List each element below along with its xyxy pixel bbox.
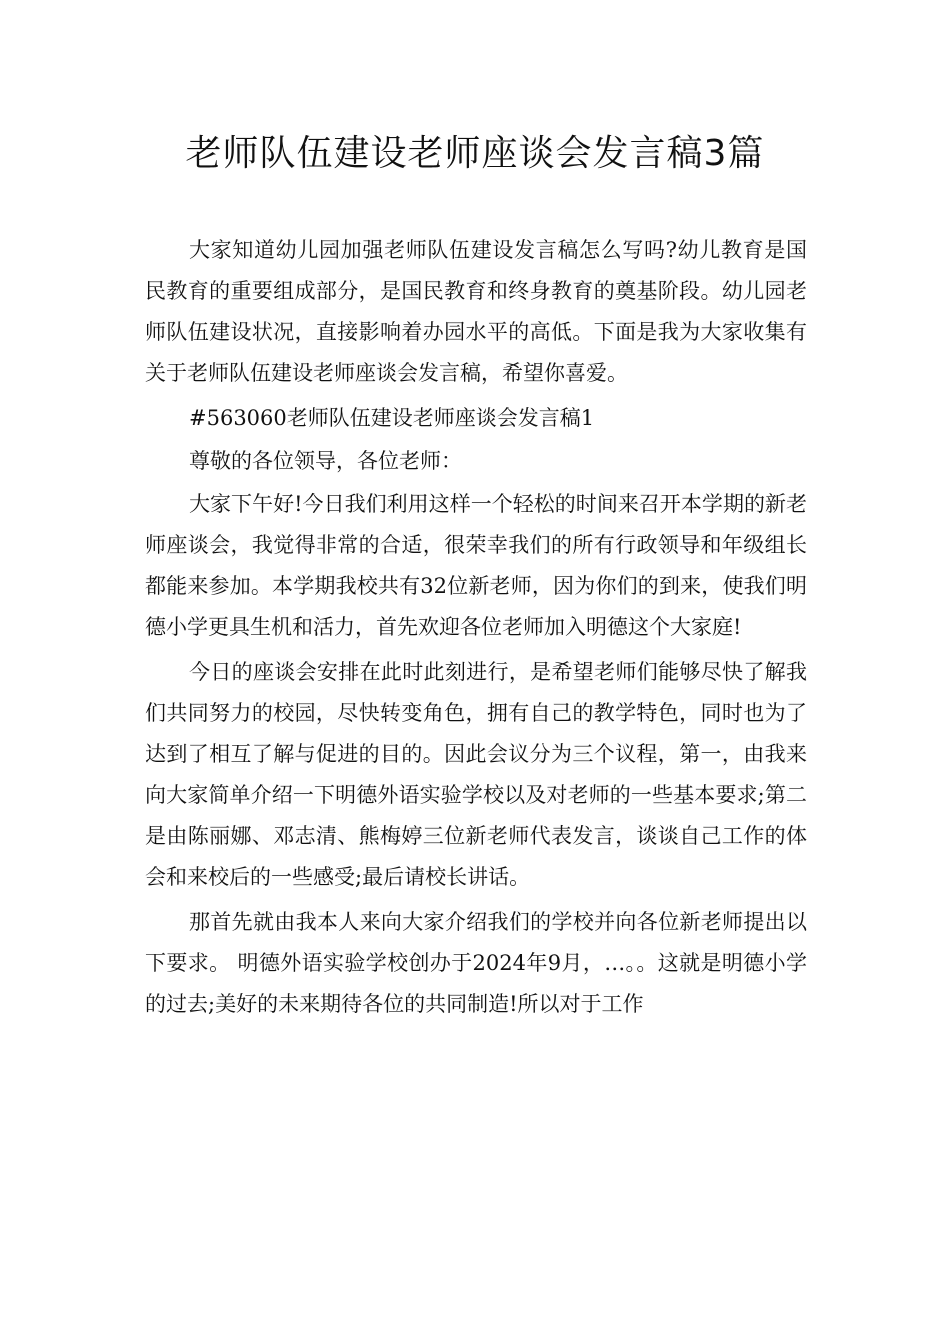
salutation: 尊敬的各位领导，各位老师： xyxy=(189,449,462,473)
body-paragraph: 那首先就由我本人来向大家介绍我们的学校并向各位新老师提出以下要求。 明德外语实验学校创办于2024年9月，…。。这就是明德小学的过去;美好的未来期待各位的共同制造!所以对于工作 xyxy=(145,910,807,1016)
page-title: 老师队伍建设老师座谈会发言稿3篇 xyxy=(185,133,765,174)
body-paragraph: 今日的座谈会安排在此时此刻进行，是希望老师们能够尽快了解我们共同努力的校园，尽快转变角色，拥有自己的教学特色，同时也为了达到了相互了解与促进的目的。因此会议分为三个议程，第一，由我来向大家简单介绍一下明德外语实验学校以及对老师的一些基本要求;第二是由陈丽娜、邓志清、熊梅婷三位新老师代表发言，谈谈自己工作的体会和来校后的一些感受;最后请校长讲话。 xyxy=(145,660,807,889)
document-body xyxy=(145,230,807,1029)
intro-paragraph: 大家知道幼儿园加强老师队伍建设发言稿怎么写吗?幼儿教育是国民教育的重要组成部分，是国民教育和终身教育的奠基阶段。幼儿园老师队伍建设状况，直接影响着办园水平的高低。下面是我为大家收集有关于老师队伍建设老师座谈会发言稿，希望你喜爱。 xyxy=(145,238,807,385)
body-paragraph: 大家下午好!今日我们利用这样一个轻松的时间来召开本学期的新老师座谈会，我觉得非常的合适，很荣幸我们的所有行政领导和年级组长都能来参加。本学期我校共有32位新老师，因为你们的到来，使我们明德小学更具生机和活力，首先欢迎各位老师加入明德这个大家庭! xyxy=(145,492,807,639)
section-heading: #563060老师队伍建设老师座谈会发言稿1 xyxy=(189,406,595,430)
